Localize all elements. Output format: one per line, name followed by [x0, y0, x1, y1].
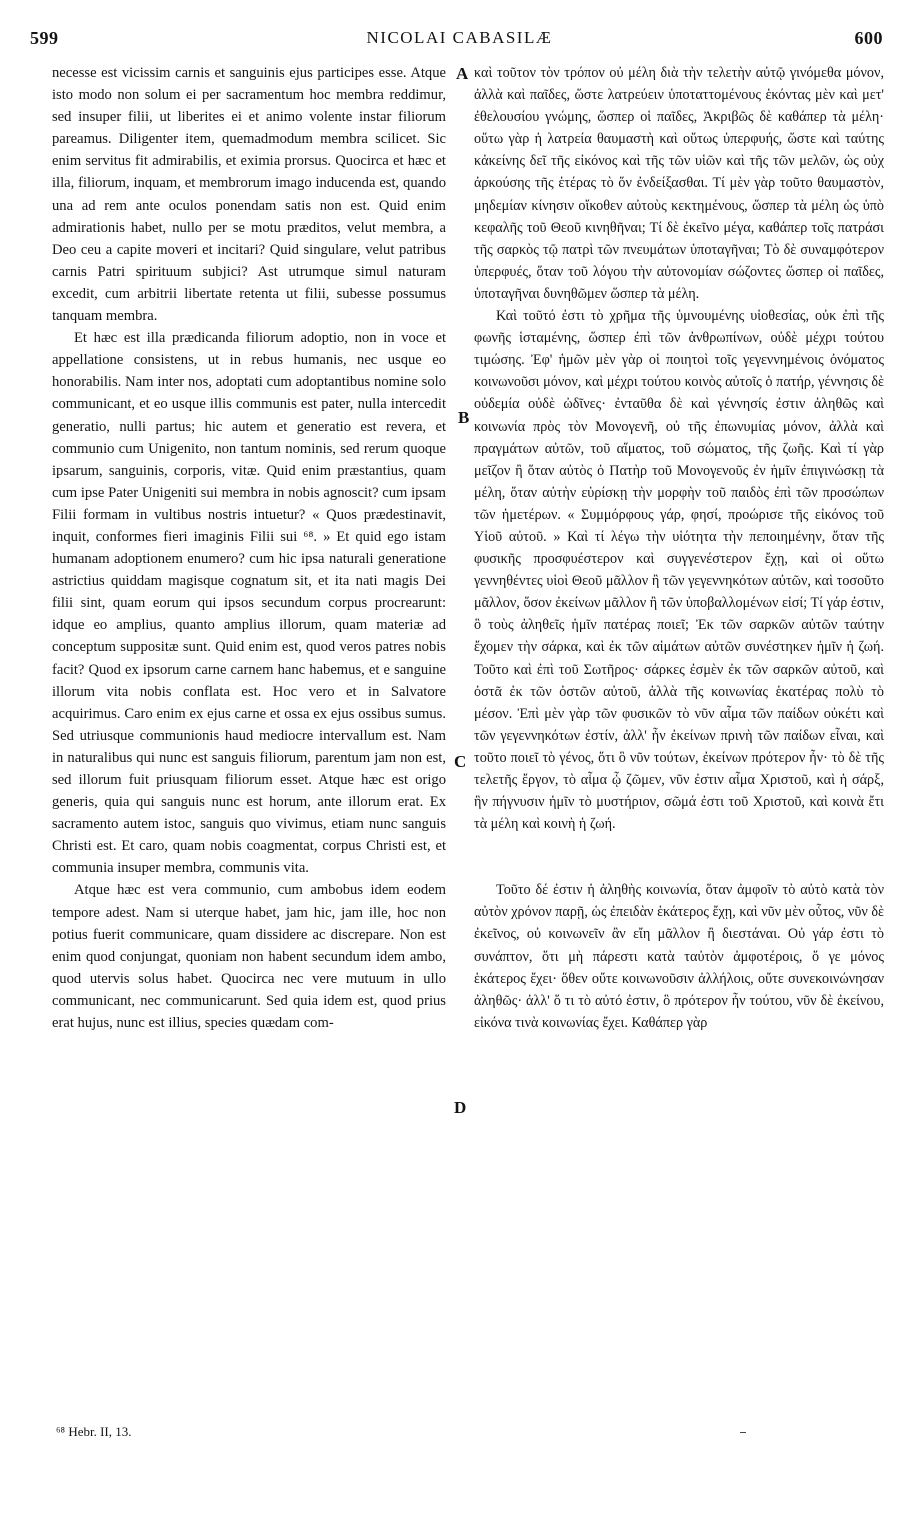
- running-title: NICOLAI CABASILÆ: [366, 28, 553, 47]
- page-number-left: 599: [30, 28, 59, 48]
- greek-paragraph-3: Τοῦτο δέ ἐστιν ἡ ἀληθὴς κοινωνία, ὅταν ἀμφοῖν τὸ αὐτὸ κατὰ τὸν αὐτὸν χρόνον παρῇ, ὡς ἐπειδὰν ἑκάτερος ἔχῃ, καὶ νῦν μὲν οὗτος, νῦν δὲ ἐκεῖνος, οὐ κοινωνεῖν ἂν εἴη μᾶλλον ἢ διεστάναι. Οὐ γάρ ἐστι τὸ συνάπτον, ὅτι μὴ πάρεστι κατὰ ταὐτὸν ἀμφοτέροις, ὅ γε μόνος ἑκάτερος ἔχει· ὅθεν οὔτε κοινωνοῦσιν ἀλλήλοις, οὔτε συνεκοινώνησαν ἀληθῶς· ἀλλ' ὅ τι τὸ αὐτό ἐστιν, ὃ πρότερον ἦν τούτου, νῦν δὲ ἐκείνου, εἰκόνα τινὰ κοινωνίας ἔχει. Καθάπερ γὰρ: [474, 882, 884, 1031]
- section-marker-d: D: [454, 1098, 467, 1117]
- latin-paragraph-2: Et hæc est illa prædicanda filiorum adoptio, non in voce et appellatione consistens, ut in rebus humanis, nec usque eo honorabilis. Nam inter nos, adoptati cum adoptantibus nomine solo communicant, et eo usque illis communis est pater, nulla intercedit generatio, nulli partus; hic autem et generatio est revera, et communio cum Unigenito, non tantum nominis, sed rerum quoque ipsarum, sanguinis, corporis, vitæ. Quid enim præstantius, quam cum ipse Pater Unigeniti sui membra in nobis agnoscit? cum ipsam Filii formam in vultibus nostris intuetur? « Quos prædestinavit, inquit, conformes fieri imaginis Filii sui ⁶⁸. » Et quid ego istam humanam adoptionem enumero? cum hic ipsa naturali generatione astrictius quiddam magisque cognatum sit, et ita nati magis Dei filii sint, quam eorum qui ipsos secundum corpus procrearunt: idque eo amplius, quanto amplius illorum, quam materiæ ad conceptum suppositæ sunt. Quid enim est, quod veros patres nobis facit? Quod ex ipsorum carne carnem hanc habemus, et e sanguine illorum vita nobis conflata est. Hoc vero et in Salvatore acquirimus. Caro enim ex ejus carne et ossa ex ejus ossibus sumus. Sed utriusque communionis haud mediocre intervallum est. Nam in naturalibus qui nunc est sanguis filiorum, parentum jam non est, sed illorum fuit priusquam filiorum esset. Atque hæc est origo generis, quia qui sanguis nunc est horum, ante illorum erat. Ex sacramento autem istoc, sanguis quo vivimus, etiam nunc sanguis Christi est. Et caro, quam nobis coagmentat, corpus Christi est, et communia insuper membra, communis vita.: [52, 330, 446, 877]
- greek-paragraph-2: Καὶ τοῦτό ἐστι τὸ χρῆμα τῆς ὑμνουμένης υἱοθεσίας, οὐκ ἐπὶ τῆς φωνῆς ἱσταμένης, ὥσπερ ἐπὶ τῶν ἀνθρωπίνων, οὐδὲ μέχρι τούτου τιμώσης. Ἐφ' ἡμῶν μὲν γὰρ οἱ ποιητοὶ τοῖς γεγεννημένοις ὀνόματος κοινωνοῦσι μόνον, καὶ μέχρι τούτου κοινὸς αὐτοῖς ὁ πατήρ, γέννησις δὲ οὐδεμία οὐδὲ ὠδῖνες· ἐνταῦθα δὲ καὶ γέννησίς ἐστιν ἀληθῶς καὶ κοινωνία πρὸς τὸν Μονογενῆ, οὐ τῆς ἐπωνυμίας μόνον, ἀλλὰ καὶ πραγμάτων αὐτῶν, τοῦ αἵματος, τοῦ σώματος, τῆς ζωῆς. Καὶ τί γὰρ μεῖζον ἢ ὅταν αὐτὸς ὁ Πατὴρ τοῦ Μονογενοῦς ἐν ἡμῖν ἐπιγινώσκῃ τὰ μέλη, ὅταν αὐτὴν εὑρίσκῃ τὴν μορφὴν τοῦ παιδὸς ἐπὶ τῶν προσώπων τῶν ἡμετέρων. « Συμμόρφους γάρ, φησί, προώρισε τῆς εἰκόνος τοῦ Υἱοῦ αὐτοῦ. » Καὶ τί λέγω τὴν υἱότητα τὴν πεποιημένην, ὅταν τῆς φυσικῆς προσφυέστερον καὶ συγγενέστερον ἔχῃ, καὶ οἱ οὕτω γεννηθέντες υἱοὶ Θεοῦ μᾶλλον ἢ τῶν γεγεννηκότων αὐτῶν, καὶ τοσοῦτο μᾶλλον, ὅσον ἐκείνων μᾶλλον ἢ τῶν ὑποβαλλομένων εἰσί; Τί γάρ ἐστιν, ὃ τοὺς ἀληθεῖς ἡμῖν πατέρας ποιεῖ; Ἐκ τῶν σαρκῶν αὐτῶν ταύτην ἔχομεν τὴν σάρκα, καὶ ἐκ τῶν αἱμάτων αὐτῶν συνέστηκεν ἡμῖν ἡ ζωή. Τοῦτο καὶ ἐπὶ τοῦ Σωτῆρος· σάρκες ἐσμὲν ἐκ τῶν σαρκῶν αὐτοῦ, καὶ ὀστᾶ ἐκ τῶν ὀστῶν αὐτοῦ, ἀλλὰ τῆς κοινωνίας ἑκατέρας πολὺ τὸ μέσον. Ἐπὶ μὲν γὰρ τῶν φυσικῶν τὸ νῦν αἷμα τῶν παίδων οὐκέτι καὶ τῶν γεγεννηκότων ἐστίν, ἀλλ' ἦν ἐκείνων πρινὴ τῶν παίδων εἶναι, καὶ τοῦτο ποιεῖ τὸ γένος, ὅτι ὃ νῦν τούτων, ἐκείνων πρότερον ἦν· τὸ δὲ τῆς τελετῆς ἔργον, τὸ αἷμα ᾧ ζῶμεν, νῦν ἐστιν αἷμα Χριστοῦ, καὶ ἡ σάρξ, ἣν πήγνυσιν ἡμῖν τὸ μυστήριον, σῶμά ἐστι τοῦ Χριστοῦ, καὶ κοινὰ ἔτι τὰ μέλη καὶ κοινὴ ἡ ζωή.: [474, 308, 884, 833]
- page-number-right: 600: [854, 28, 883, 48]
- latin-column: [52, 62, 446, 1034]
- latin-paragraph-1: necesse est vicissim carnis et sanguinis ejus participes esse. Atque isto modo non solum ei per sacramentum hoc membra reddimur, sed insuper filii, ut liberites ei et animo volente instar filiorum pareamus. Diligenter item, quemadmodum membra scilicet. Sic enim servitus fit admirabilis, et eximia prorsus. Quocirca et hæc et illa, filiorum, inquam, et membrorum imago inducenda est, quando una ad rem ante oculos ponendam satis non est. Quid enim admirationis habet, nullo per se motu præditos, velut membra, a Deo ceu a capite moveri et incitari? Quid singulare, velut patribus carnis Patri spirituum subjici? Ast utrumque simul naturam excedit, cum arbitrii libertate retenta ut filii, subesse possumus tanquam membra.: [52, 65, 446, 325]
- section-marker-a: A: [456, 64, 469, 83]
- footnote: ⁶⁸ Hebr. II, 13.: [56, 1424, 132, 1439]
- section-marker-b: B: [458, 408, 470, 427]
- section-marker-c: C: [454, 752, 467, 771]
- stray-mark: [740, 1432, 746, 1433]
- greek-paragraph-1: καὶ τοῦτον τὸν τρόπον οὐ μέλη διὰ τὴν τελετὴν αὐτῷ γινόμεθα μόνον, ἀλλὰ καὶ παῖδες, ὥστε λατρεύειν ὑποταττομένους ἑκόντας μὲν καὶ μετ' ἐθελουσίου γνώμης, ὥσπερ οἱ παῖδες, Ἀκριβῶς δὲ καθάπερ τὰ μέλη· οὕτω γὰρ ἡ λατρεία θαυμαστὴ καὶ οὕτως ὑπερφυής, ὥστε καὶ ταύτης κἀκείνης δεῖ τῆς εἰκόνος καὶ τῆς τῶν υἱῶν καὶ τῆς τῶν μελῶν, ὡς οὐχ ἀρκούσης τῆς ἑτέρας τὸ ὅν ἐνδείξασθαι. Τί μὲν γὰρ τοῦτο θαυμαστὸν, μηδεμίαν κίνησιν οἴκοθεν αὐτοὺς κεκτημένους, ὥσπερ τὰ μέλη ὡς ὑπὸ κεφαλῆς τοῦ Θεοῦ κινηθῆναι; Τί δὲ ἐκεῖνο μέγα, καθάπερ τοῖς πατράσι τῆς σαρκὸς τῷ πατρὶ τῶν πνευμάτων ὑποταγῆναι; Τὸ δὲ συναμφότερον ὑπερφυές, ὅταν τοῦ λόγου τὴν αὐτονομίαν σώζοντες ὥσπερ οἱ παῖδες, ὑποταγῆναι δυνηθῶμεν ὥσπερ τὰ μέλη.: [474, 65, 884, 302]
- latin-paragraph-3: Atque hæc est vera communio, cum ambobus idem eodem tempore adest. Nam si uterque habet, jam hic, jam ille, hoc non potius fuerit communicare, quam dissidere ac discrepare. Non est enim quod conjungat, quoniam non habent secundum idem ambo, quod utervis solus habet. Quocirca nec vere mutuum in ullo communicant, nec communicarunt. Sed quia idem est, quod prius erat hujus, nunc est illius, species quædam com-: [52, 882, 446, 1032]
- greek-paragraph-gap: [474, 835, 884, 879]
- greek-column: [474, 62, 884, 1034]
